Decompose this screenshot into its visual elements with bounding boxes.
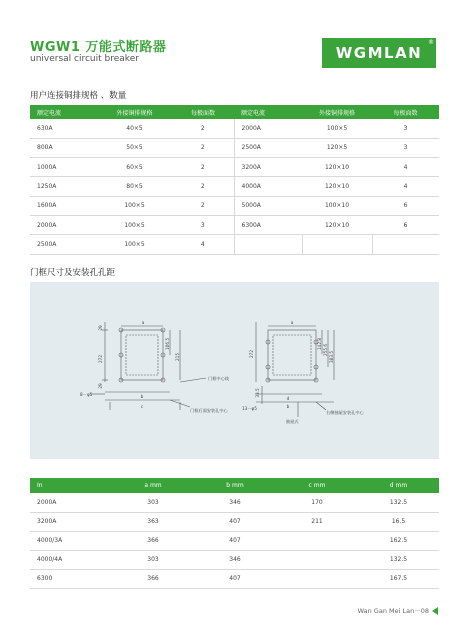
- col-header: c mm: [276, 478, 358, 493]
- table-cell: 120×10: [302, 158, 372, 177]
- label-right-hole-center: 右侧抽屉安装孔中心: [326, 410, 364, 415]
- page-header: [0, 0, 468, 80]
- dimension-diagram: [30, 282, 439, 459]
- dim-label-a: a: [141, 320, 145, 325]
- table-cell: 800A: [30, 138, 97, 157]
- dim-label-106-5: 106.5: [165, 338, 170, 350]
- table-cell: 1600A: [30, 196, 97, 215]
- table-cell: 132.5: [358, 493, 439, 512]
- table-cell: 1000A: [30, 158, 97, 177]
- dim-label-29-top: 29: [98, 325, 103, 331]
- table-cell: 16.5: [358, 512, 439, 531]
- registered-mark: ®: [428, 39, 434, 46]
- brand-logo: [322, 38, 436, 68]
- table-row: [30, 119, 439, 138]
- table-cell: 3: [172, 215, 234, 234]
- dim-label-33-5: 33.5: [255, 388, 260, 398]
- table-cell: 120×5: [302, 138, 372, 157]
- dim-label-255-6: 255.6: [323, 344, 328, 356]
- dim-label-b-right: b: [286, 404, 290, 409]
- col-header: In: [30, 478, 112, 493]
- dim-label-c: c: [140, 404, 144, 409]
- table-cell: 80×5: [97, 177, 172, 196]
- label-left-hole-center: 门框后面安装孔中心: [190, 408, 228, 413]
- table-cell: [276, 569, 358, 588]
- label-drawout-type: 抽屉式: [286, 419, 299, 424]
- label-frame-center: 门框中心线: [208, 376, 229, 381]
- left-frame-inner: [126, 335, 158, 375]
- table-row: [30, 493, 439, 512]
- table-cell: 366: [112, 531, 194, 550]
- table-row: [30, 569, 439, 588]
- table-cell: [276, 550, 358, 569]
- table-cell: 167.5: [358, 569, 439, 588]
- dim-label-142-8: 142.8: [317, 338, 322, 350]
- page-subtitle: universal circuit breaker: [30, 54, 139, 64]
- table-row: [30, 512, 439, 531]
- dim-label-272: 272: [98, 355, 103, 363]
- right-frame-outline: [268, 330, 316, 380]
- table-row: [30, 138, 439, 157]
- table-cell: 170: [276, 493, 358, 512]
- table-cell: 630A: [30, 119, 97, 138]
- table-cell: 4000A: [234, 177, 302, 196]
- table-cell: 120×10: [302, 177, 372, 196]
- table-cell: 132.5: [358, 550, 439, 569]
- table-row: [30, 531, 439, 550]
- table-cell: 2: [172, 196, 234, 215]
- col-header: 额定电流: [234, 105, 302, 119]
- table-cell: 3: [372, 138, 439, 157]
- col-header: d mm: [358, 478, 439, 493]
- table-cell: 303: [112, 550, 194, 569]
- dim-label-383-5: 383.5: [329, 351, 334, 363]
- table-cell: 4000/3A: [30, 531, 112, 550]
- table-cell: 211: [276, 512, 358, 531]
- table-cell: 2000A: [30, 215, 97, 234]
- table-cell: [302, 235, 372, 254]
- table-cell: [234, 235, 302, 254]
- col-header: 外接铜排规格: [97, 105, 172, 119]
- table-cell: 40×5: [97, 119, 172, 138]
- section-title-frame: 门框尺寸及安装孔孔距: [30, 268, 116, 278]
- dim-label-a-right: a: [290, 320, 294, 325]
- col-header: 每极面数: [172, 105, 234, 119]
- table-cell: 100×5: [97, 196, 172, 215]
- table-cell: 407: [194, 569, 276, 588]
- left-frame-outline: [121, 330, 163, 380]
- table-cell: 3: [372, 119, 439, 138]
- footer-text: Wan Gan Mei Lan－08: [357, 607, 429, 615]
- table-row: [30, 235, 439, 254]
- dim-label-13-phi5: 13－φ5: [242, 406, 257, 411]
- table-cell: 120×10: [302, 215, 372, 234]
- table-cell: 100×5: [97, 215, 172, 234]
- table-cell: 4: [172, 235, 234, 254]
- table-cell: 3200A: [234, 158, 302, 177]
- table-cell: 6: [372, 196, 439, 215]
- col-header: 外接铜排规格: [302, 105, 372, 119]
- table-header-row: [30, 105, 439, 119]
- triangle-left-icon: [432, 607, 438, 615]
- table-cell: 50×5: [97, 138, 172, 157]
- table-cell: 2: [172, 177, 234, 196]
- table-cell: 1250A: [30, 177, 97, 196]
- table-cell: 4: [372, 177, 439, 196]
- table-cell: 2: [172, 119, 234, 138]
- mounting-dimension-drawing: [30, 282, 439, 459]
- table-cell: 2500A: [30, 235, 97, 254]
- table-cell: 407: [194, 531, 276, 550]
- table-cell: 2000A: [234, 119, 302, 138]
- dim-label-b: b: [140, 394, 144, 399]
- table-cell: 6300: [30, 569, 112, 588]
- table-row: [30, 550, 439, 569]
- table-row: [30, 158, 439, 177]
- table-cell: 100×5: [97, 235, 172, 254]
- col-header: 额定电流: [30, 105, 97, 119]
- table-cell: 303: [112, 493, 194, 512]
- table-cell: 2: [172, 138, 234, 157]
- right-frame-inner: [273, 335, 311, 375]
- table-cell: 100×5: [302, 119, 372, 138]
- page-title: WGW1 万能式断路器: [30, 40, 167, 55]
- busbar-spec-table: [30, 105, 439, 255]
- table-row: [30, 215, 439, 234]
- table-cell: [276, 531, 358, 550]
- table-row: [30, 196, 439, 215]
- table-cell: 346: [194, 550, 276, 569]
- frame-dimension-table: [30, 478, 439, 589]
- table-cell: 60×5: [97, 158, 172, 177]
- table-cell: 2000A: [30, 493, 112, 512]
- table-cell: [372, 235, 439, 254]
- table-cell: 363: [112, 512, 194, 531]
- brand-name: WGMLAN: [335, 44, 423, 62]
- table-cell: 346: [194, 493, 276, 512]
- section-title-busbar: 用户连接铜排规格 、数量: [30, 91, 127, 101]
- dim-label-215: 215: [175, 353, 180, 361]
- col-header: a mm: [112, 478, 194, 493]
- dim-label-272-right: 272: [249, 350, 254, 358]
- table-row: [30, 177, 439, 196]
- table-cell: 407: [194, 512, 276, 531]
- table-header-row: [30, 478, 439, 493]
- dim-label-8-phi5: 8－φ5: [80, 392, 93, 397]
- table-cell: 366: [112, 569, 194, 588]
- table-cell: 2: [172, 158, 234, 177]
- table-cell: 5000A: [234, 196, 302, 215]
- table-cell: 162.5: [358, 531, 439, 550]
- table-cell: 6: [372, 215, 439, 234]
- dim-label-d: d: [286, 396, 290, 401]
- col-header: b mm: [194, 478, 276, 493]
- table-cell: 3200A: [30, 512, 112, 531]
- dim-label-29-bottom: 29: [98, 383, 103, 389]
- table-cell: 4000/4A: [30, 550, 112, 569]
- table-cell: 2500A: [234, 138, 302, 157]
- page-footer: [358, 606, 438, 615]
- table-cell: 100×10: [302, 196, 372, 215]
- table-cell: 4: [372, 158, 439, 177]
- col-header: 每极面数: [372, 105, 439, 119]
- table-cell: 6300A: [234, 215, 302, 234]
